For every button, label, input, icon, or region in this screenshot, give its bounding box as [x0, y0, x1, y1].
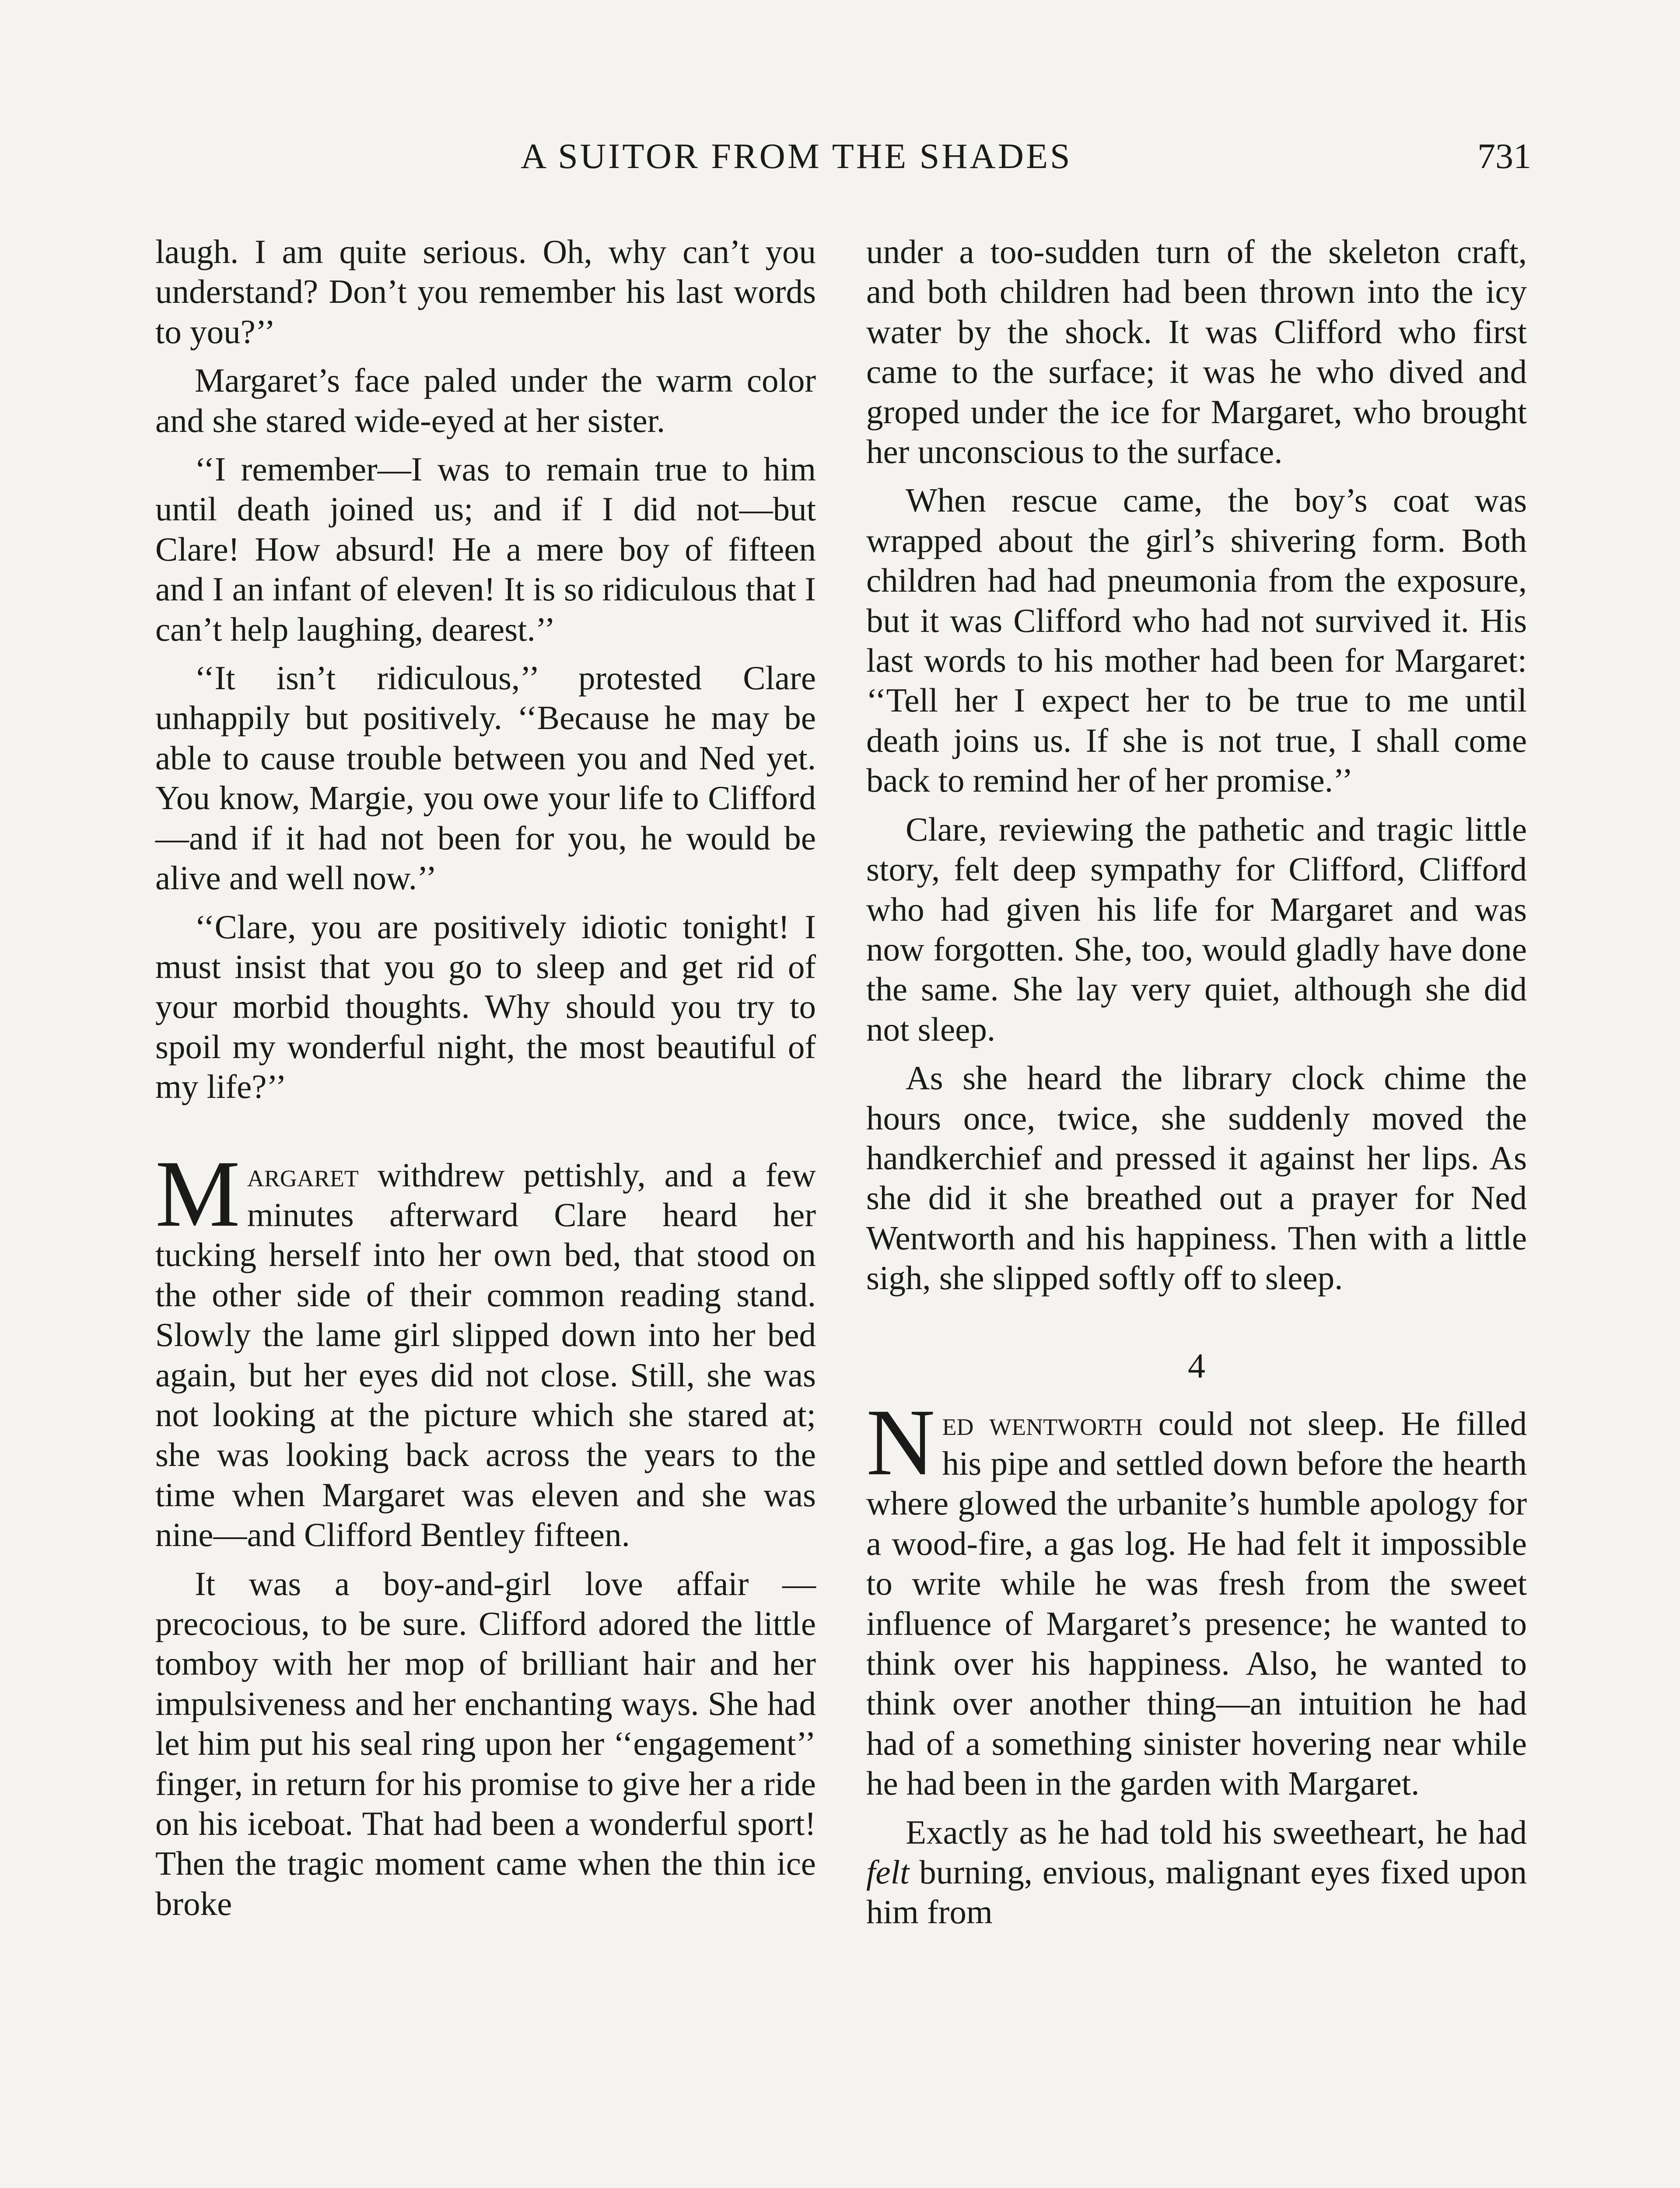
small-caps-lead: ed wentworth — [942, 1404, 1143, 1442]
left-column — [155, 232, 816, 1924]
paragraph-text: could not sleep. He filled his pipe and settled down before the hearth where glowed the urbanite’s humble apology for a wood-fire, a gas log. He had felt it impossible to write while he was fresh from the sweet influence of Margaret’s presence; he wanted to think over his happiness. Also, he wanted to think over another thing—an intuition he had had of a something sinister hovering near while he had been in the garden with Margaret. — [866, 1404, 1527, 1802]
running-title: A SUITOR FROM THE SHADES — [521, 136, 1072, 176]
paragraph: ‘‘I remember—I was to remain true to him until death joined us; and if I did not—but Clare! How absurd! He a mere boy of fifteen and I an infant of eleven! It is so ridiculous that I can’t help laughing, dearest.’’ — [155, 450, 816, 648]
italic-word: felt — [866, 1853, 910, 1891]
drop-cap: N — [866, 1389, 935, 1495]
paragraph-text: Exactly as he had told his sweetheart, he had — [906, 1813, 1527, 1851]
paragraph: under a too-sudden turn of the skeleton craft, and both children had been thrown into the icy water by the shock. It was Clifford who first came to the surface; it was he who dived and groped under the ice for Margaret, who brought her unconscious to the surface. — [866, 233, 1527, 471]
section-number: 4 — [1188, 1346, 1205, 1385]
paragraph: When rescue came, the boy’s coat was wrapped about the girl’s shivering form. Both children had had pneumonia from the exposure, but it was Clifford who had not survived it. His last words to his mother had been for Margaret: ‘‘Tell her I expect her to be true to me until death joins us. If she is not true, I shall come back to remind her of her promise.’’ — [866, 481, 1527, 799]
paragraph: As she heard the library clock chime the hours once, twice, she suddenly moved the handkerchief and pressed it against her lips. As she did it she breathed out a prayer for Ned Wentworth and his happiness. Then with a little sigh, she slipped softly off to sleep. — [866, 1059, 1527, 1297]
drop-cap: M — [155, 1141, 240, 1247]
paragraph: laugh. I am quite serious. Oh, why can’t you understand? Don’t you remember his last words to you?’’ — [155, 233, 816, 351]
section-opening-paragraph — [155, 1141, 816, 1555]
paragraph: Clare, reviewing the pathetic and tragic little story, felt deep sympathy for Clifford, Clifford who had given his life for Margaret and was now forgotten. She, too, would gladly have done the same. She lay very quiet, although she did not sleep. — [866, 810, 1527, 1048]
page-header — [153, 131, 1531, 188]
small-caps-lead: argaret — [247, 1156, 359, 1194]
section-opening-paragraph — [866, 1389, 1527, 1804]
paragraph: Margaret’s face paled under the warm color and she stared wide-eyed at her sister. — [155, 361, 816, 439]
paragraph — [866, 1813, 1527, 1932]
paragraph-text: burning, envious, malignant eyes fixed upon him from — [866, 1853, 1527, 1931]
page-number: 731 — [1477, 136, 1531, 176]
paragraph: ‘‘Clare, you are positively idiotic tonight! I must insist that you go to sleep and get rid of your morbid thoughts. Why should you try to spoil my wonderful night, the most beautiful of my life?’’ — [155, 908, 816, 1106]
right-column — [866, 232, 1527, 1932]
paragraph: It was a boy-and-girl love affair —precocious, to be sure. Clifford adored the little tomboy with her mop of brilliant hair and her impulsiveness and her enchanting ways. She had let him put his seal ring upon her ‘‘engagement’’ finger, in return for his promise to give her a ride on his iceboat. That had been a wonderful sport! Then the tragic moment came when the thin ice broke — [155, 1564, 816, 1922]
paragraph: ‘‘It isn’t ridiculous,’’ protested Clare unhappily but positively. ‘‘Because he may be able to cause trouble between you and Ned yet. You know, Margie, you owe your life to Clifford—and if it had not been for you, he would be alive and well now.’’ — [155, 659, 816, 897]
paragraph-text: withdrew pettishly, and a few minutes afterward Clare heard her tucking herself into her own bed, that stood on the other side of their common reading stand. Slowly the lame girl slipped down into her bed again, but her eyes did not close. Still, she was not looking at the picture which she stared at; she was looking back across the years to the time when Margaret was eleven and she was nine—and Clifford Bentley fifteen. — [155, 1156, 816, 1554]
